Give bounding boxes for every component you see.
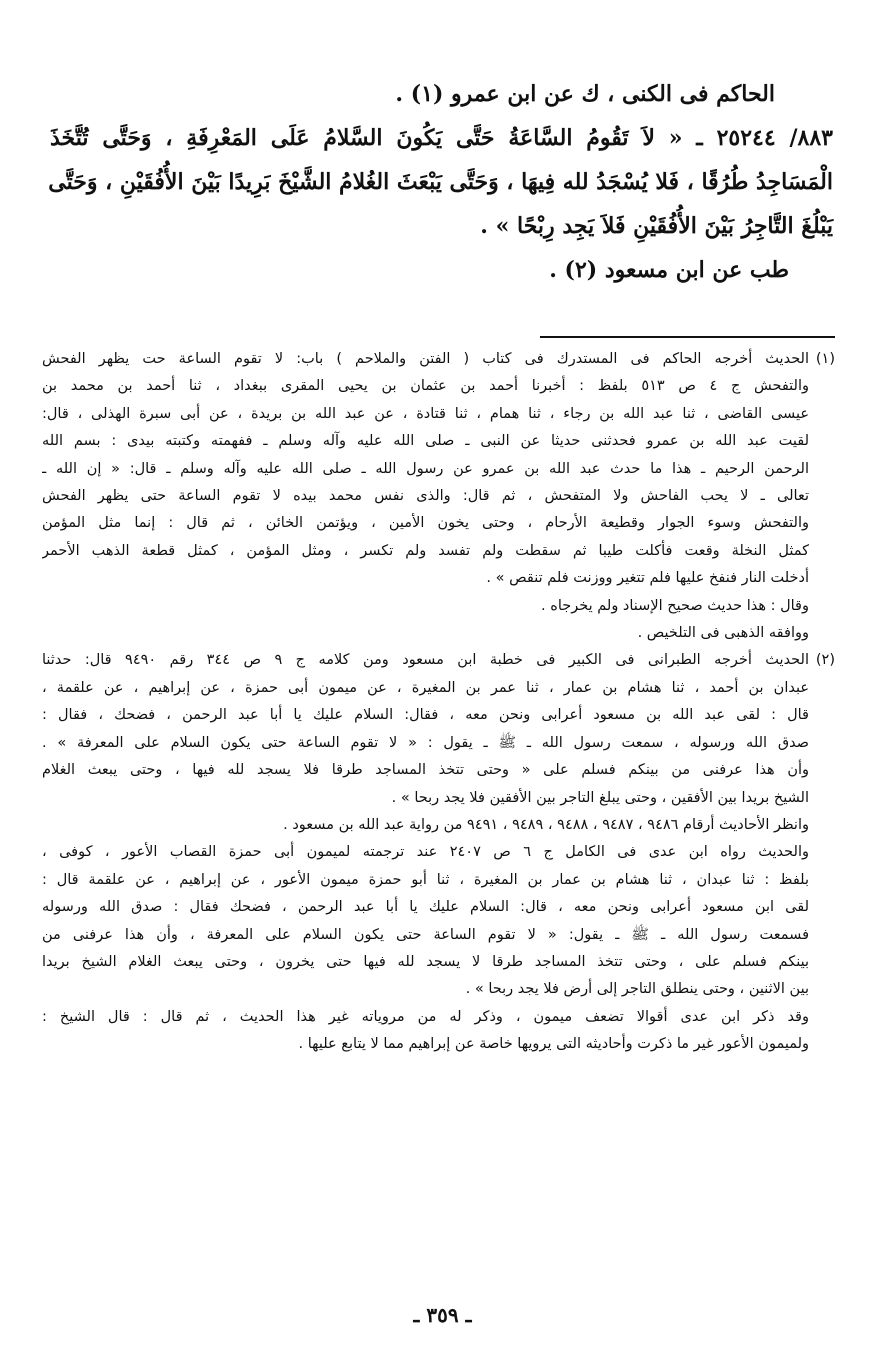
footnote-line: وانظر الأحاديث أرقام ٩٤٨٦ ، ٩٤٨٧ ، ٩٤٨٨ ، ٩٤٨٩ ، ٩٤٩١ من رواية عبد الله بن مسعود .: [283, 816, 809, 833]
page-number: ـ ٣٥٩ ـ: [413, 1303, 472, 1327]
source-line-previous: الحاكم فى الكنى ، ك عن ابن عمرو (١) .: [395, 81, 775, 107]
footnote-1: [42, 346, 835, 647]
footnote-line: وقال : هذا حديث صحيح الإسناد ولم يخرجاه .: [541, 597, 809, 614]
footnote-line: صدق الله ورسوله ، سمعت رسول الله ـ ﷺ ـ يقول : « لا تقوم الساعة حتى يكون السلام على المعرفة » .: [42, 734, 809, 751]
footnote-line: والتفحش وسوء الجوار وقطيعة الأرحام ، وحتى يخون الأمين ، ويؤتمن الخائن ، ثم قال : إنما مثل المؤمن: [42, 515, 809, 532]
footnote-line: فسمعت رسول الله ـ ﷺ ـ يقول: « لا تقوم الساعة حتى يكون السلام على المعرفة ، وأن هذا عرفنى من: [42, 926, 809, 943]
footnote-line: تعالى ـ لا يحب الفاحش ولا المتفحش ، ثم قال: والذى نفس محمد بيده لا تقوم الساعة حتى يظهر الفحش: [42, 488, 809, 505]
footnote-separator: [540, 336, 835, 338]
footnote-line: وأن هذا عرفنى من بينكم فسلم على « وحتى تتخذ المساجد طرقا فلا يسجد لله فيها ، وحتى يبعث الغلام: [42, 762, 809, 779]
footnote-line: لقيت عبد الله بن عمرو فحدثنى حديثا عن النبى ـ صلى الله عليه وآله وسلم ـ ففهمته وكتبته بيدى : بسم الله: [42, 433, 809, 450]
footnote-line: أدخلت النار فنفخ عليها فلم تتغير ووزنت فلم تنقص » .: [486, 570, 809, 587]
footnote-line: ووافقه الذهبى فى التلخيص .: [637, 625, 809, 642]
footnote-line: بلفظ : ثنا عبدان ، ثنا هشام بن عمار بن المغيرة ، ثنا أبو حمزة ميمون الأعور ، عن إبراهيم ، عن علقمة قال :: [42, 871, 809, 888]
hadith-line-3: يَبْلُغَ التَّاجِرُ بَيْنَ الأُفُقَيْنِ فَلاَ يَجِد رِبْحًا » .: [480, 213, 833, 239]
footnote-line: قال : لقى عبد الله بن مسعود أعرابى ونحن معه ، فقال: السلام عليك يا أبا عبد الرحمن ، فضحك ، فقال :: [42, 707, 809, 724]
hadith-line-2: الْمَسَاجِدُ طُرُقًا ، فَلا يُسْجَدُ لله فِيهَا ، وَحَتَّى يَبْعَثَ الغُلامُ الشَّيْخَ بَرِيدًا بَيْنَ الأُفُقَيْنِ ، وَحَتَّى: [48, 169, 833, 195]
hadith-line-1: ٨٨٣/ ٢٥٢٤٤ ـ « لاَ تَقُومُ السَّاعَةُ حَتَّى يَكُونَ السَّلامُ عَلَى المَعْرِفَةِ ، وَحَتَّى تُتَّخَذَ: [50, 125, 833, 151]
footnote-2: [42, 647, 835, 1058]
footnote-line: الرحمن الرحيم ـ هذا ما حدث عبد الله بن عمرو عن رسول الله ـ صلى الله عليه وآله وسلم ـ قال: « إن الله ـ: [42, 460, 809, 477]
footnote-line: بينكم فسلم على ، وحتى تتخذ المساجد طرقا لا يسجد لله فيها حتى يخرون ، وحتى يبعث الغلام الشيخ بريدا: [42, 953, 809, 970]
footnote-line: عبدان بن أحمد ، ثنا هشام بن عمار ، ثنا عمر بن المغيرة ، عن ميمون أبى حمزة ، عن إبراهيم ، عن علقمة ،: [42, 679, 809, 696]
footnote-number: (٢): [815, 652, 835, 669]
footnote-line: عيسى القاضى ، ثنا عبد الله بن رجاء ، ثنا همام ، ثنا قتادة ، عن عبد الله بن بريدة ، عن أبى سبرة الهذلى ، قال:: [42, 405, 809, 422]
footnote-line: كمثل النخلة وقعت فأكلت طيبا ثم سقطت ولم تفسد ولم تكسر ، ومثل المؤمن ، كمثل قطعة الذهب الأحمر: [42, 542, 809, 559]
hadith-main-text: [50, 72, 833, 292]
footnotes: [42, 346, 835, 1059]
footnote-line: وقد ذكر ابن عدى أقوالا تضعف ميمون ، وذكر له من مروياته غير هذا الحديث ، ثم قال : قال الشيخ :: [42, 1008, 809, 1025]
footnote-line: بين الاثنين ، وحتى ينطلق التاجر إلى أرض فلا يجد ربحا » .: [465, 981, 809, 998]
footnote-line: (١)الحديث أخرجه الحاكم فى المستدرك فى كتاب ( الفتن والملاحم ) باب: لا تقوم الساعة حت يظهر الفحش: [42, 346, 835, 373]
footnote-line: لقى ابن مسعود أعرابى ونحن معه ، قال: السلام عليك يا أبا عبد الرحمن ، فضحك فقال : صدق الله ورسوله: [42, 899, 809, 916]
hadith-source-line: طب عن ابن مسعود (٢) .: [549, 257, 789, 283]
footnote-line: الشيخ بريدا بين الأفقين ، وحتى يبلغ التاجر بين الأفقين فلا يجد ربحا » .: [391, 789, 809, 806]
footnote-line: ولميمون الأعور غير ما ذكرت وأحاديثه التى يرويها خاصة عن إبراهيم مما لا يتابع عليها .: [298, 1036, 809, 1053]
footnote-line: والحديث رواه ابن عدى فى الكامل ج ٦ ص ٢٤٠٧ عند ترجمته لميمون أبى حمزة القصاب الأعور ، كوفى ،: [42, 844, 809, 861]
footnote-number: (١): [815, 351, 835, 367]
footnote-line: (٢)الحديث أخرجه الطبرانى فى الكبير فى خطبة ابن مسعود ومن كلامه ج ٩ ص ٣٤٤ رقم ٩٤٩٠ قال: حدثنا: [42, 647, 835, 674]
footnote-line: والتفحش ج ٤ ص ٥١٣ بلفظ : أخبرنا أحمد بن عثمان بن يحيى المقرى ببغداد ، ثنا أحمد بن محمد بن: [42, 378, 809, 395]
